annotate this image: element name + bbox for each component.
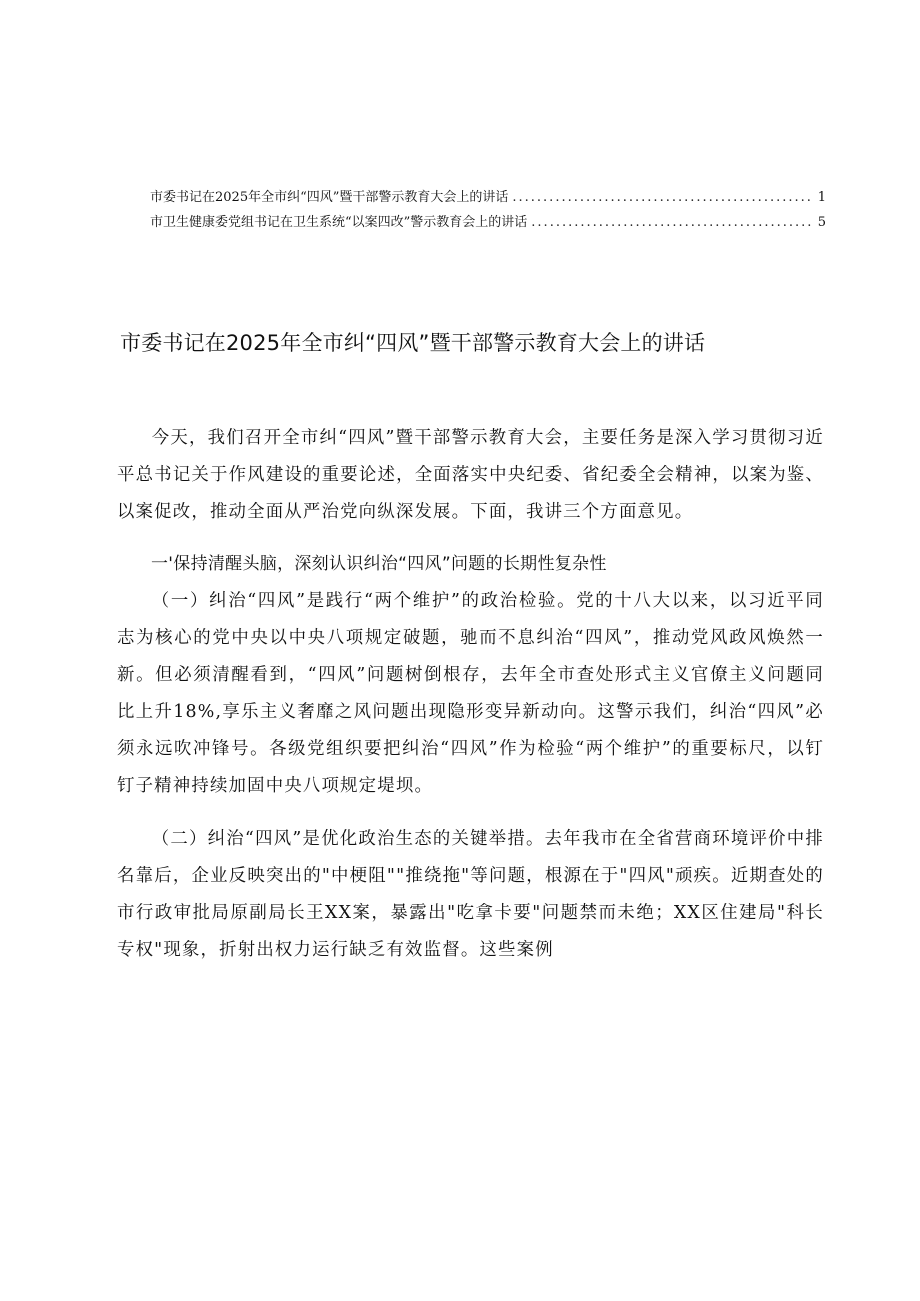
- toc-entry[interactable]: [150, 186, 826, 211]
- document-body: [117, 420, 824, 969]
- toc-leader-dots: [512, 190, 813, 205]
- section-heading: 一'保持清醒头脑，深刻认识纠治“四风”问题的长期性复杂性: [151, 554, 607, 574]
- toc-leader-dots: [531, 215, 813, 230]
- toc-entry-page: 5: [817, 215, 826, 230]
- body-paragraph: （二）纠治“四风”是优化政治生态的关键举措。去年我市在全省营商环境评价中排名靠后，企业反映突出的"中梗阻""推绕拖"等问题，根源在于"四风"顽疾。近期查处的市行政审批局原副局长王XX案，暴露出"吃拿卡要"问题禁而未绝；XX区住建局"科长专权"现象，折射出权力运行缺乏有效监督。这些案例: [117, 829, 824, 960]
- body-paragraph: （一）纠治“四风”是践行“两个维护”的政治检验。党的十八大以来，以习近平同志为核心的党中央以中央八项规定破题，驰而不息纠治“四风”，推动党风政风焕然一新。但必须清醒看到，“四风”问题树倒根存，去年全市查处形式主义官僚主义问题同比上升18%,享乐主义奢靡之风问题出现隐形变异新动向。这警示我们，纠治“四风”必须永远吹冲锋号。各级党组织要把纠治“四风”作为检验“两个维护”的重要标尺，以钉钉子精神持续加固中央八项规定堤坝。: [117, 591, 824, 796]
- document-title: 市委书记在2025年全市纠“四风”暨干部警示教育大会上的讲话: [120, 331, 706, 356]
- intro-paragraph: 今天，我们召开全市纠“四风”暨干部警示教育大会，主要任务是深入学习贯彻习近平总书记关于作风建设的重要论述，全面落实中央纪委、省纪委全会精神，以案为鉴、以案促改，推动全面从严治党向纵深发展。下面，我讲三个方面意见。: [117, 428, 824, 522]
- toc-entry-title: 市卫生健康委党组书记在卫生系统“以案四改”警示教育会上的讲话: [150, 215, 528, 230]
- toc-entry-page: 1: [817, 190, 826, 205]
- toc-entry[interactable]: [150, 211, 826, 236]
- toc-entry-title: 市委书记在2025年全市纠“四风”暨干部警示教育大会上的讲话: [150, 190, 509, 205]
- table-of-contents: [150, 186, 826, 236]
